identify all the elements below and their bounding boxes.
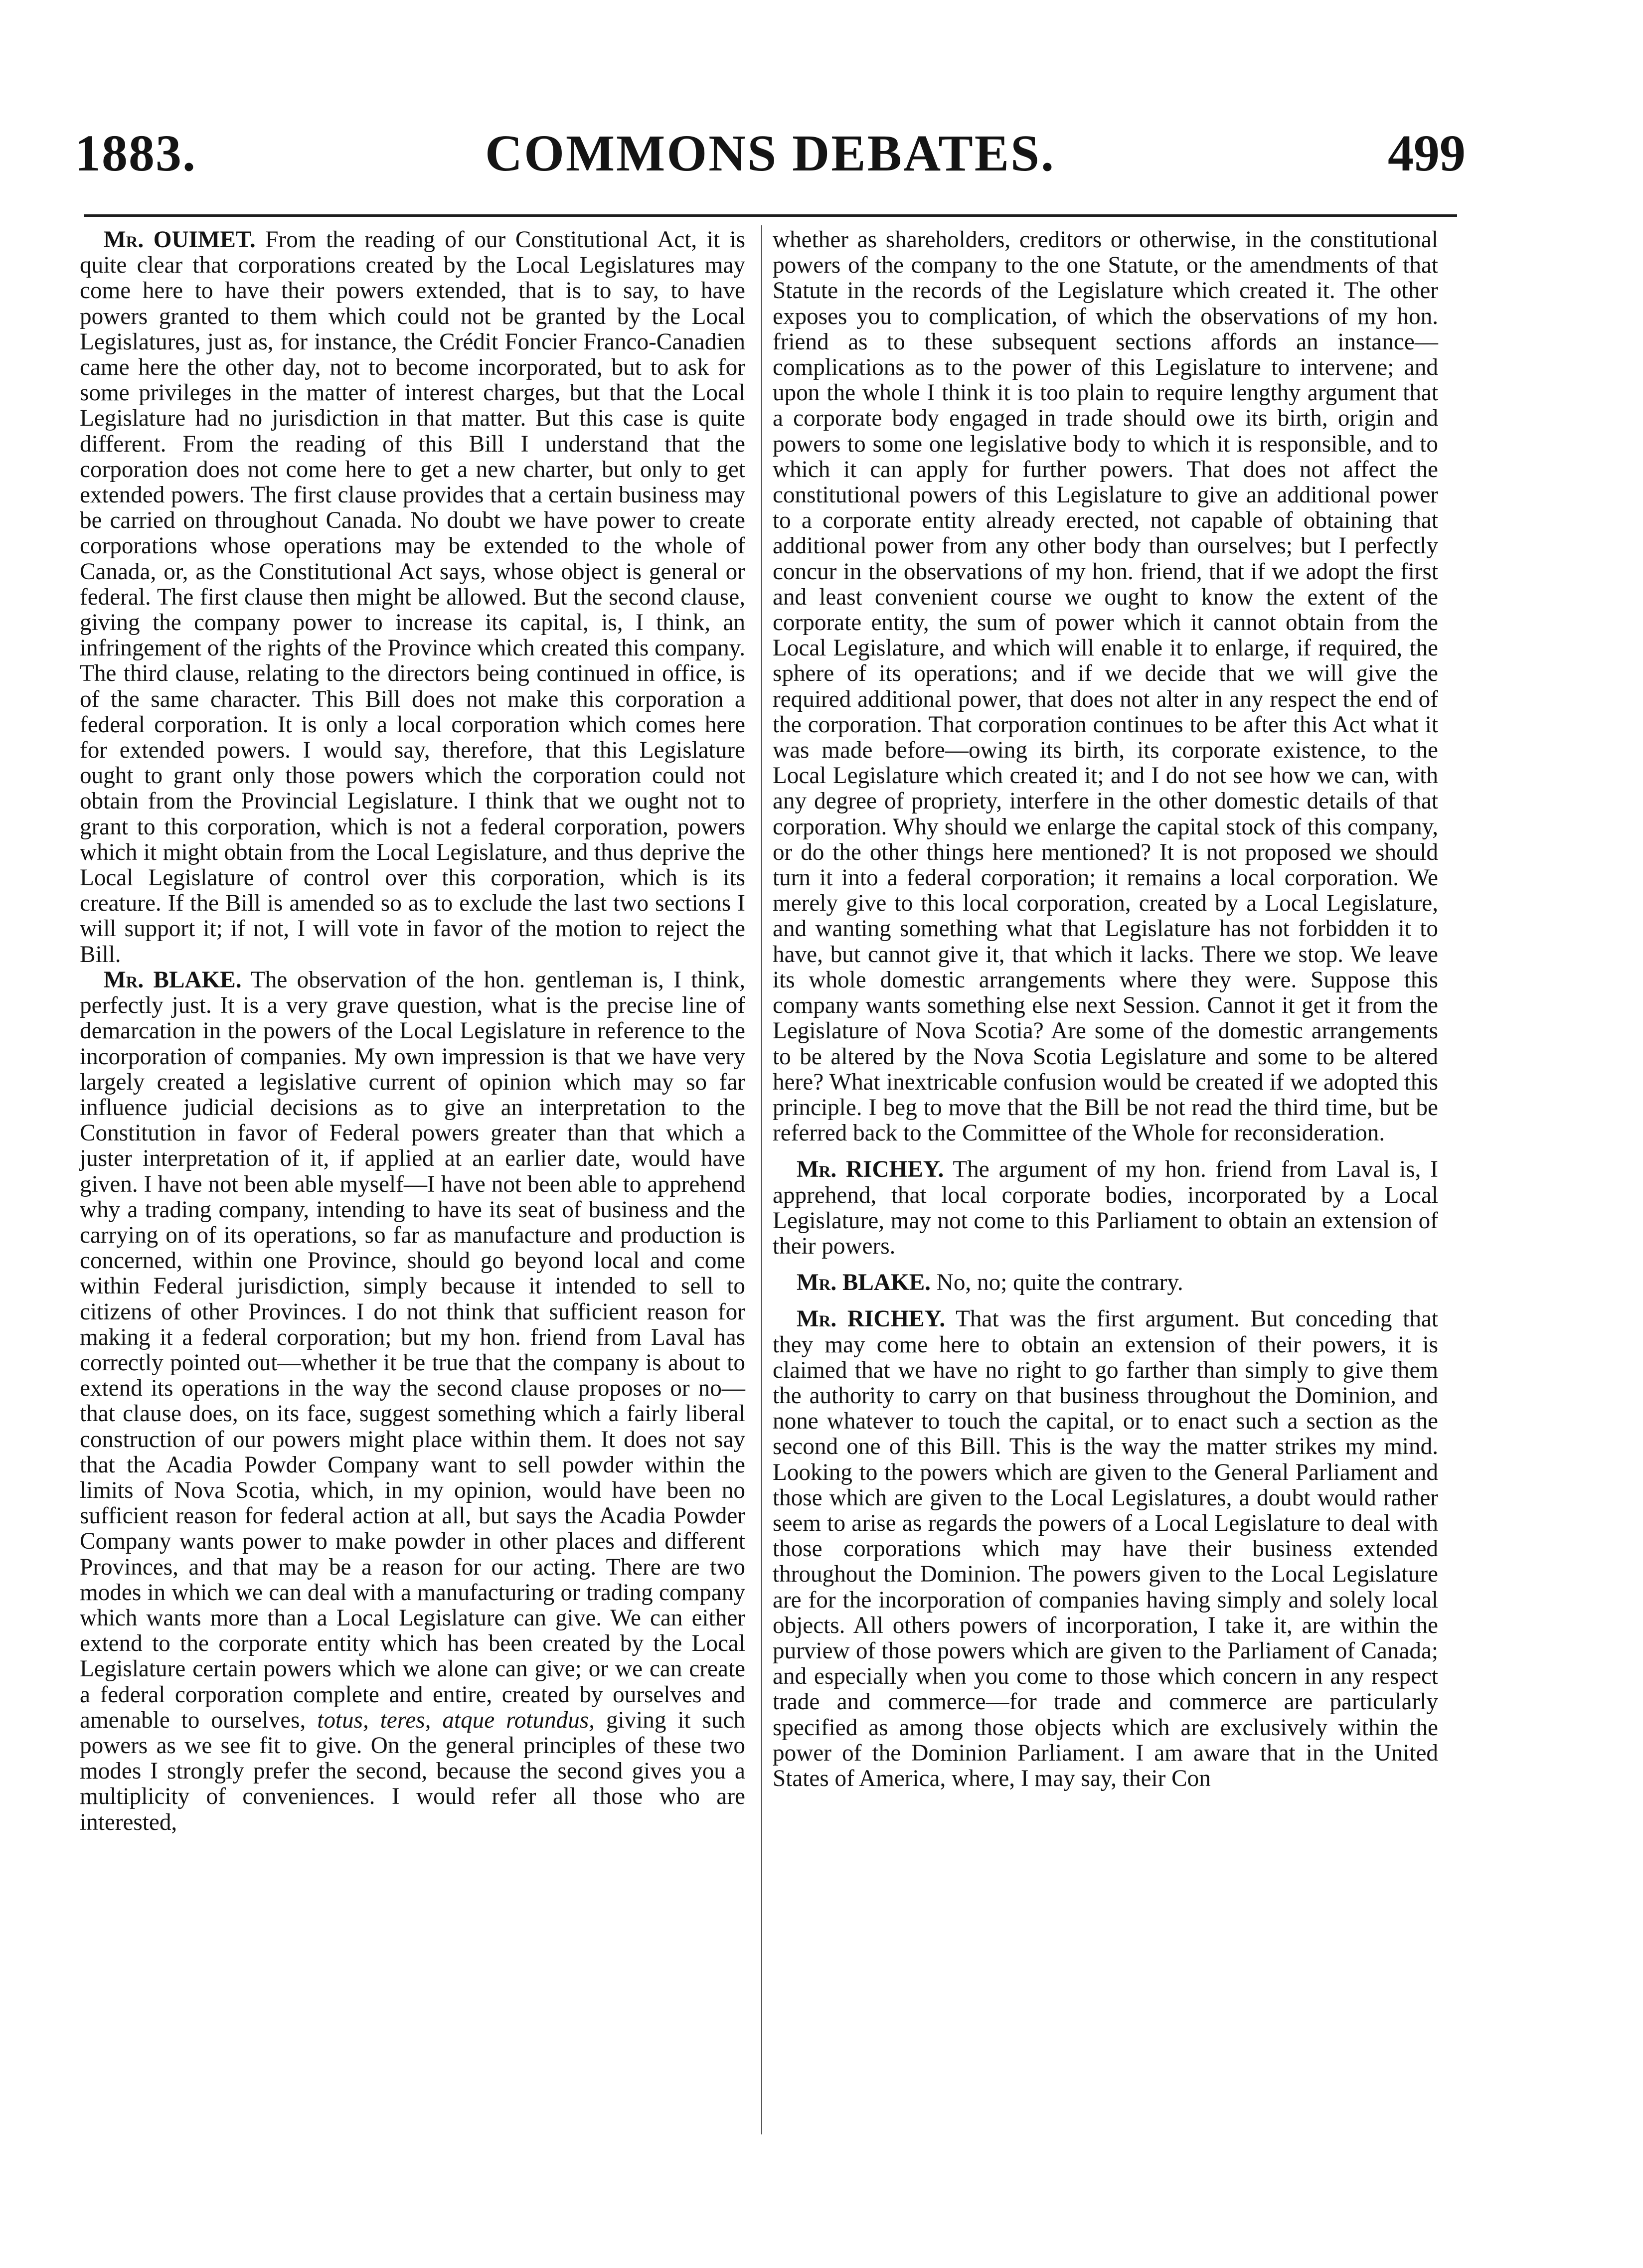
speech-paragraph-continued: [773, 227, 1438, 1146]
speech-text: That was the first argument. But conceding that they may come here to obtain an extension of their powers, it is claimed that we have no right to go farther than simply to give them the authority to carry on that business throughout the Dominion, and none whatever to touch the capital, or to enact such a section as the second one of this Bill. This is the way the matter strikes my mind. Looking to the powers which are given to the General Parliament and those which are given to the Local Legislatures, a doubt would rather seem to arise as regards the powers of a Local Legislature to deal with those corporations which may have their business extended throughout the Dominion. The powers given to the Local Legislature are for the incorporation of companies having simply and solely local objects. All others powers of incorporation, I take it, are within the purview of those powers which are given to the Parliament of Canada; and especially when you come to those which concern in any respect trade and commerce—for trade and commerce are particularly specified as among those objects which are exclusively within the power of the Dominion Parliament. I am aware that in the United States of America, where, I may say, their Con: [773, 1306, 1438, 1791]
speech-text: The observation of the hon. gentleman is, I think, perfectly just. It is a very grave question, what is the precise line of demarcation in the powers of the Local Legislature in reference to the incorporation of companies. My own impression is that we have very largely created a legislative current of opinion which may so far influence judicial decisions as to give an interpretation to the Constitution in favor of Federal powers greater than that which a juster interpretation of it, if applied at an earlier date, would have given. I have not been able myself—I have not been able to apprehend why a trading company, intending to have its seat of business and the carrying on of its operations, so far as manufacture and production is concerned, within one Province, should go beyond local and come within Federal jurisdiction, simply because it intended to sell to citizens of other Provinces. I do not think that sufficient reason for making it a federal corporation; but my hon. friend from Laval has correctly pointed out—whether it be true that the company is about to extend its operations in the way the second clause proposes or no—that clause does, on its face, suggest something which a fairly liberal construction of our powers might place within them. It does not say that the Acadia Powder Company want to sell powder within the limits of Nova Scotia, which, in my opinion, would have been no sufficient reason for federal action at all, but says the Acadia Powder Company wants power to make powder in other places and different Provinces, and that may be a reason for our acting. There are two modes in which we can deal with a manufacturing or trading company which wants more than a Local Legislature can give. We can either extend to the corporate entity which has been created by the Local Legislature certain powers which we alone can give; or we can create a federal corporation complete and entire, created by ourselves and amenable to ourselves,: [80, 967, 745, 1733]
header-year: 1883.: [75, 125, 196, 182]
speech-paragraph: [773, 1157, 1438, 1259]
right-column: [773, 227, 1438, 1791]
speech-text-continued: giving it such powers as we see fit to give. On the general principles of these two modes I strongly prefer the second, because the second gives you a multiplicity of conveniences. I would refer all those who are interested,: [80, 1707, 745, 1835]
speech-text: The argument of my hon. friend from Laval is, I apprehend, that local corporate bodies, incorporated by a Local Legislature, may not come to this Parliament to obtain an extension of their powers.: [773, 1156, 1439, 1259]
speech-text: No, no; quite the contrary.: [936, 1270, 1183, 1296]
speaker-name: Mr. BLAKE.: [797, 1270, 931, 1296]
left-column: [80, 227, 745, 1835]
header-rule: [84, 214, 1457, 217]
page-header: [75, 124, 1466, 208]
speech-paragraph: [80, 968, 745, 1835]
speech-paragraph: [80, 227, 745, 968]
speaker-name: Mr. RICHEY.: [797, 1156, 944, 1183]
header-title: COMMONS DEBATES.: [485, 125, 1055, 182]
header-page-number: 499: [1388, 125, 1466, 182]
speech-paragraph: [773, 1270, 1438, 1296]
speech-text: From the reading of our Constitutional Act, it is quite clear that corporations created by the Local Legislatures may come here to have their powers extended, that is to say, to have powers granted to them which could not be granted by the Local Legislatures, just as, for instance, the Crédit Foncier Franco-Canadien came here the other day, not to become incorporated, but to ask for some privileges in the matter of interest charges, but that the Local Legislature had no jurisdiction in that matter. But this case is quite different. From the reading of this Bill I understand that the corporation does not come here to get a new charter, but only to get extended powers. The first clause provides that a certain business may be carried on throughout Canada. No doubt we have power to create corporations whose operations may be extended to the whole of Canada, or, as the Constitutional Act says, whose object is general or federal. The first clause then might be allowed. But the second clause, giving the company power to increase its capital, is, I think, an infringement of the rights of the Province which created this company. The third clause, relating to the directors being continued in office, is of the same character. This Bill does not make this corporation a federal corporation. It is only a local corporation which comes here for extended powers. I would say, therefore, that this Legislature ought to grant only those powers which the corporation could not obtain from the Provincial Legislature. I think that we ought not to grant to this corporation, which is not a federal corporation, powers which it might obtain from the Local Legislature, and thus deprive the Local Legislature of control over this corporation, which is its creature. If the Bill is amended so as to exclude the last two sections I will support it; if not, I will vote in favor of the motion to reject the Bill.: [80, 227, 746, 968]
latin-phrase: totus, teres, atque rotundus,: [317, 1707, 595, 1733]
speaker-name: Mr. RICHEY.: [797, 1306, 946, 1332]
speaker-name: Mr. OUIMET.: [104, 227, 256, 253]
speaker-name: Mr. BLAKE.: [104, 967, 242, 993]
column-divider: [761, 225, 762, 2134]
speech-text: whether as shareholders, creditors or otherwise, in the constitutional powers of the company to the one Statute, or the amendments of that Statute in the records of the Legislature which created it. The other exposes you to complication, of which the observations of my hon. friend as to these subsequent sections affords an instance—complications as to the power of this Legislature to intervene; and upon the whole I think it is too plain to require lengthy argument that a corporate body engaged in trade should owe its birth, origin and powers to some one legislative body to which it is responsible, and to which it can apply for further powers. That does not affect the constitutional powers of this Legislature to give an additional power to a corporate entity already erected, not capable of obtaining that additional power from any other body than ourselves; but I perfectly concur in the observations of my hon. friend, that if we adopt the first and least convenient course we ought to know the extent of the corporate entity, the sum of power which it cannot obtain from the Local Legislature, and which will enable it to enlarge, if required, the sphere of its operations; and if we decide that we will give the required additional power, that does not alter in any respect the end of the corporation. That corporation continues to be after this Act what it was made before—owing its birth, its corporate existence, to the Local Legislature which created it; and I do not see how we can, with any degree of propriety, interfere in the other domestic details of that corporation. Why should we enlarge the capital stock of this company, or do the other things here mentioned? It is not proposed we should turn it into a federal corporation; it remains a local corporation. We merely give to this local corporation, created by a Local Legislature, and wanting something what that Legislature has not forbidden it to have, but cannot give it, that which it lacks. There we stop. We leave its whole domestic arrangements where they were. Suppose this company wants something else next Session. Cannot it get it from the Legislature of Nova Scotia? Are some of the domestic arrangements to be altered by the Nova Scotia Legislature and some to be altered here? What inextricable confusion would be created if we adopted this principle. I beg to move that the Bill be not read the third time, but be referred back to the Committee of the Whole for reconsideration.: [773, 227, 1438, 1146]
speech-paragraph: [773, 1306, 1438, 1791]
